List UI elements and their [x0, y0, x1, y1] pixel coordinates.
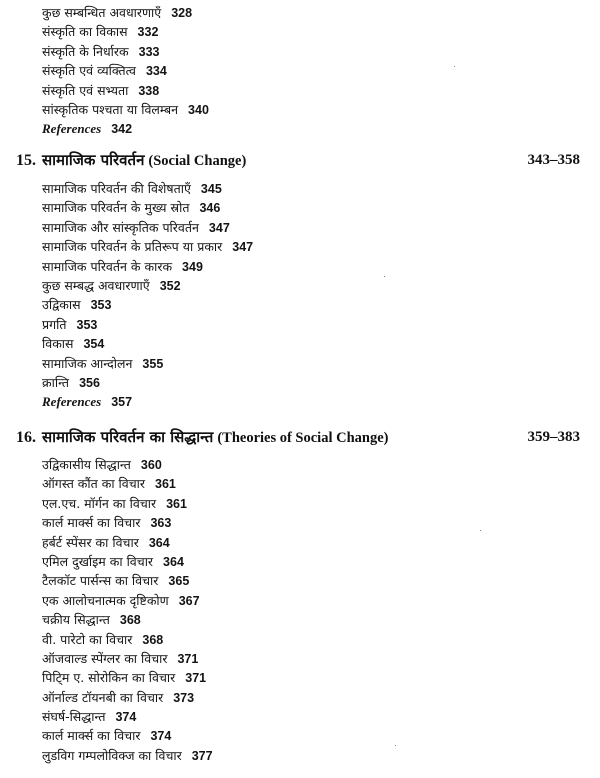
- toc-entry: संस्कृति एवं व्यक्तित्व 334: [42, 63, 167, 79]
- chapter-page-range: 343–358: [527, 152, 580, 168]
- toc-entry: एमिल दुर्खाइम का विचार 364: [42, 553, 184, 569]
- toc-entry: कार्ल मार्क्स का विचार 374: [42, 728, 172, 744]
- toc-entry: सांस्कृतिक पश्चता या विलम्बन 340: [42, 101, 209, 117]
- toc-entry: एल.एच. मॉर्गन का विचार 361: [42, 495, 187, 511]
- toc-entry-references: References 342: [42, 121, 133, 137]
- toc-entry: कुछ सम्बन्धित अवधारणाएँ 328: [42, 5, 193, 20]
- toc-entry: पिटि्म ए. सोरोकिन का विचार 371: [42, 670, 207, 686]
- scan-speck: [480, 530, 481, 531]
- toc-entry: सामाजिक परिवर्तन के मुख्य स्रोत 346: [42, 200, 221, 216]
- toc-entry: ऑजवाल्ड स्पेंग्लर का विचार 371: [42, 650, 199, 666]
- toc-entry: एक आलोचनात्मक दृष्टिकोण 367: [42, 592, 200, 608]
- toc-entry: उद्विकास 353: [42, 297, 112, 313]
- scan-speck: [395, 745, 396, 746]
- chapter-title-hindi: सामाजिक परिवर्तन: [42, 151, 145, 169]
- toc-entry: वी. पारेटो का विचार 368: [42, 631, 164, 647]
- toc-entry: सामाजिक आन्दोलन 355: [42, 355, 164, 371]
- toc-entry: कुछ सम्बद्ध अवधारणाएँ 352: [42, 277, 181, 293]
- toc-entry: सामाजिक परिवर्तन के प्रतिरूप या प्रकार 347: [42, 239, 254, 255]
- scan-speck: [454, 66, 455, 67]
- toc-entry: कार्ल मार्क्स का विचार 363: [42, 515, 172, 531]
- toc-entries-ch14-tail: [42, 3, 209, 139]
- toc-entry: लुडविग गम्पलोविक्ज का विचार 377: [42, 747, 213, 763]
- toc-entries-ch16: [42, 455, 213, 765]
- toc-entry: विकास 354: [42, 336, 105, 352]
- toc-entry: सामाजिक परिवर्तन की विशेषताएँ 345: [42, 181, 222, 196]
- toc-entry: सामाजिक परिवर्तन के कारक 349: [42, 258, 203, 274]
- toc-entry: संस्कृति के निर्धारक 333: [42, 43, 160, 59]
- toc-entry: संस्कृति का विकास 332: [42, 24, 159, 40]
- toc-entry: हर्बर्ट स्पेंसर का विचार 364: [42, 534, 170, 550]
- toc-entry: संघर्ष-सिद्धान्त 374: [42, 709, 137, 725]
- chapter-title-hindi: सामाजिक परिवर्तन का सिद्धान्त: [42, 428, 214, 446]
- toc-entry: ऑर्नाल्ड टॉयनबी का विचार 373: [42, 689, 195, 705]
- toc-entry: उद्विकासीय सिद्धान्त 360: [42, 457, 162, 472]
- toc-entries-ch15: [42, 179, 253, 412]
- chapter-heading-16: [16, 426, 580, 448]
- toc-entry: क्रान्ति 356: [42, 374, 100, 390]
- chapter-page-range: 359–383: [527, 429, 580, 445]
- toc-entry: सामाजिक और सांस्कृतिक परिवर्तन 347: [42, 219, 230, 235]
- scan-speck: [384, 276, 385, 277]
- toc-entry: प्रगति 353: [42, 316, 98, 332]
- chapter-number: 16.: [16, 429, 36, 446]
- toc-entry: ऑगस्त कौंत का विचार 361: [42, 476, 176, 492]
- toc-entry: टैलकॉट पार्सन्स का विचार 365: [42, 573, 190, 589]
- chapter-title-english: (Theories of Social Change): [217, 430, 389, 446]
- toc-entry: संस्कृति एवं सभ्यता 338: [42, 82, 160, 98]
- chapter-heading-15: [16, 149, 580, 171]
- chapter-number: 15.: [16, 152, 36, 169]
- chapter-title-english: (Social Change): [148, 153, 247, 169]
- toc-entry: चक्रीय सिद्धान्त 368: [42, 612, 141, 628]
- toc-entry-references: References 357: [42, 394, 133, 410]
